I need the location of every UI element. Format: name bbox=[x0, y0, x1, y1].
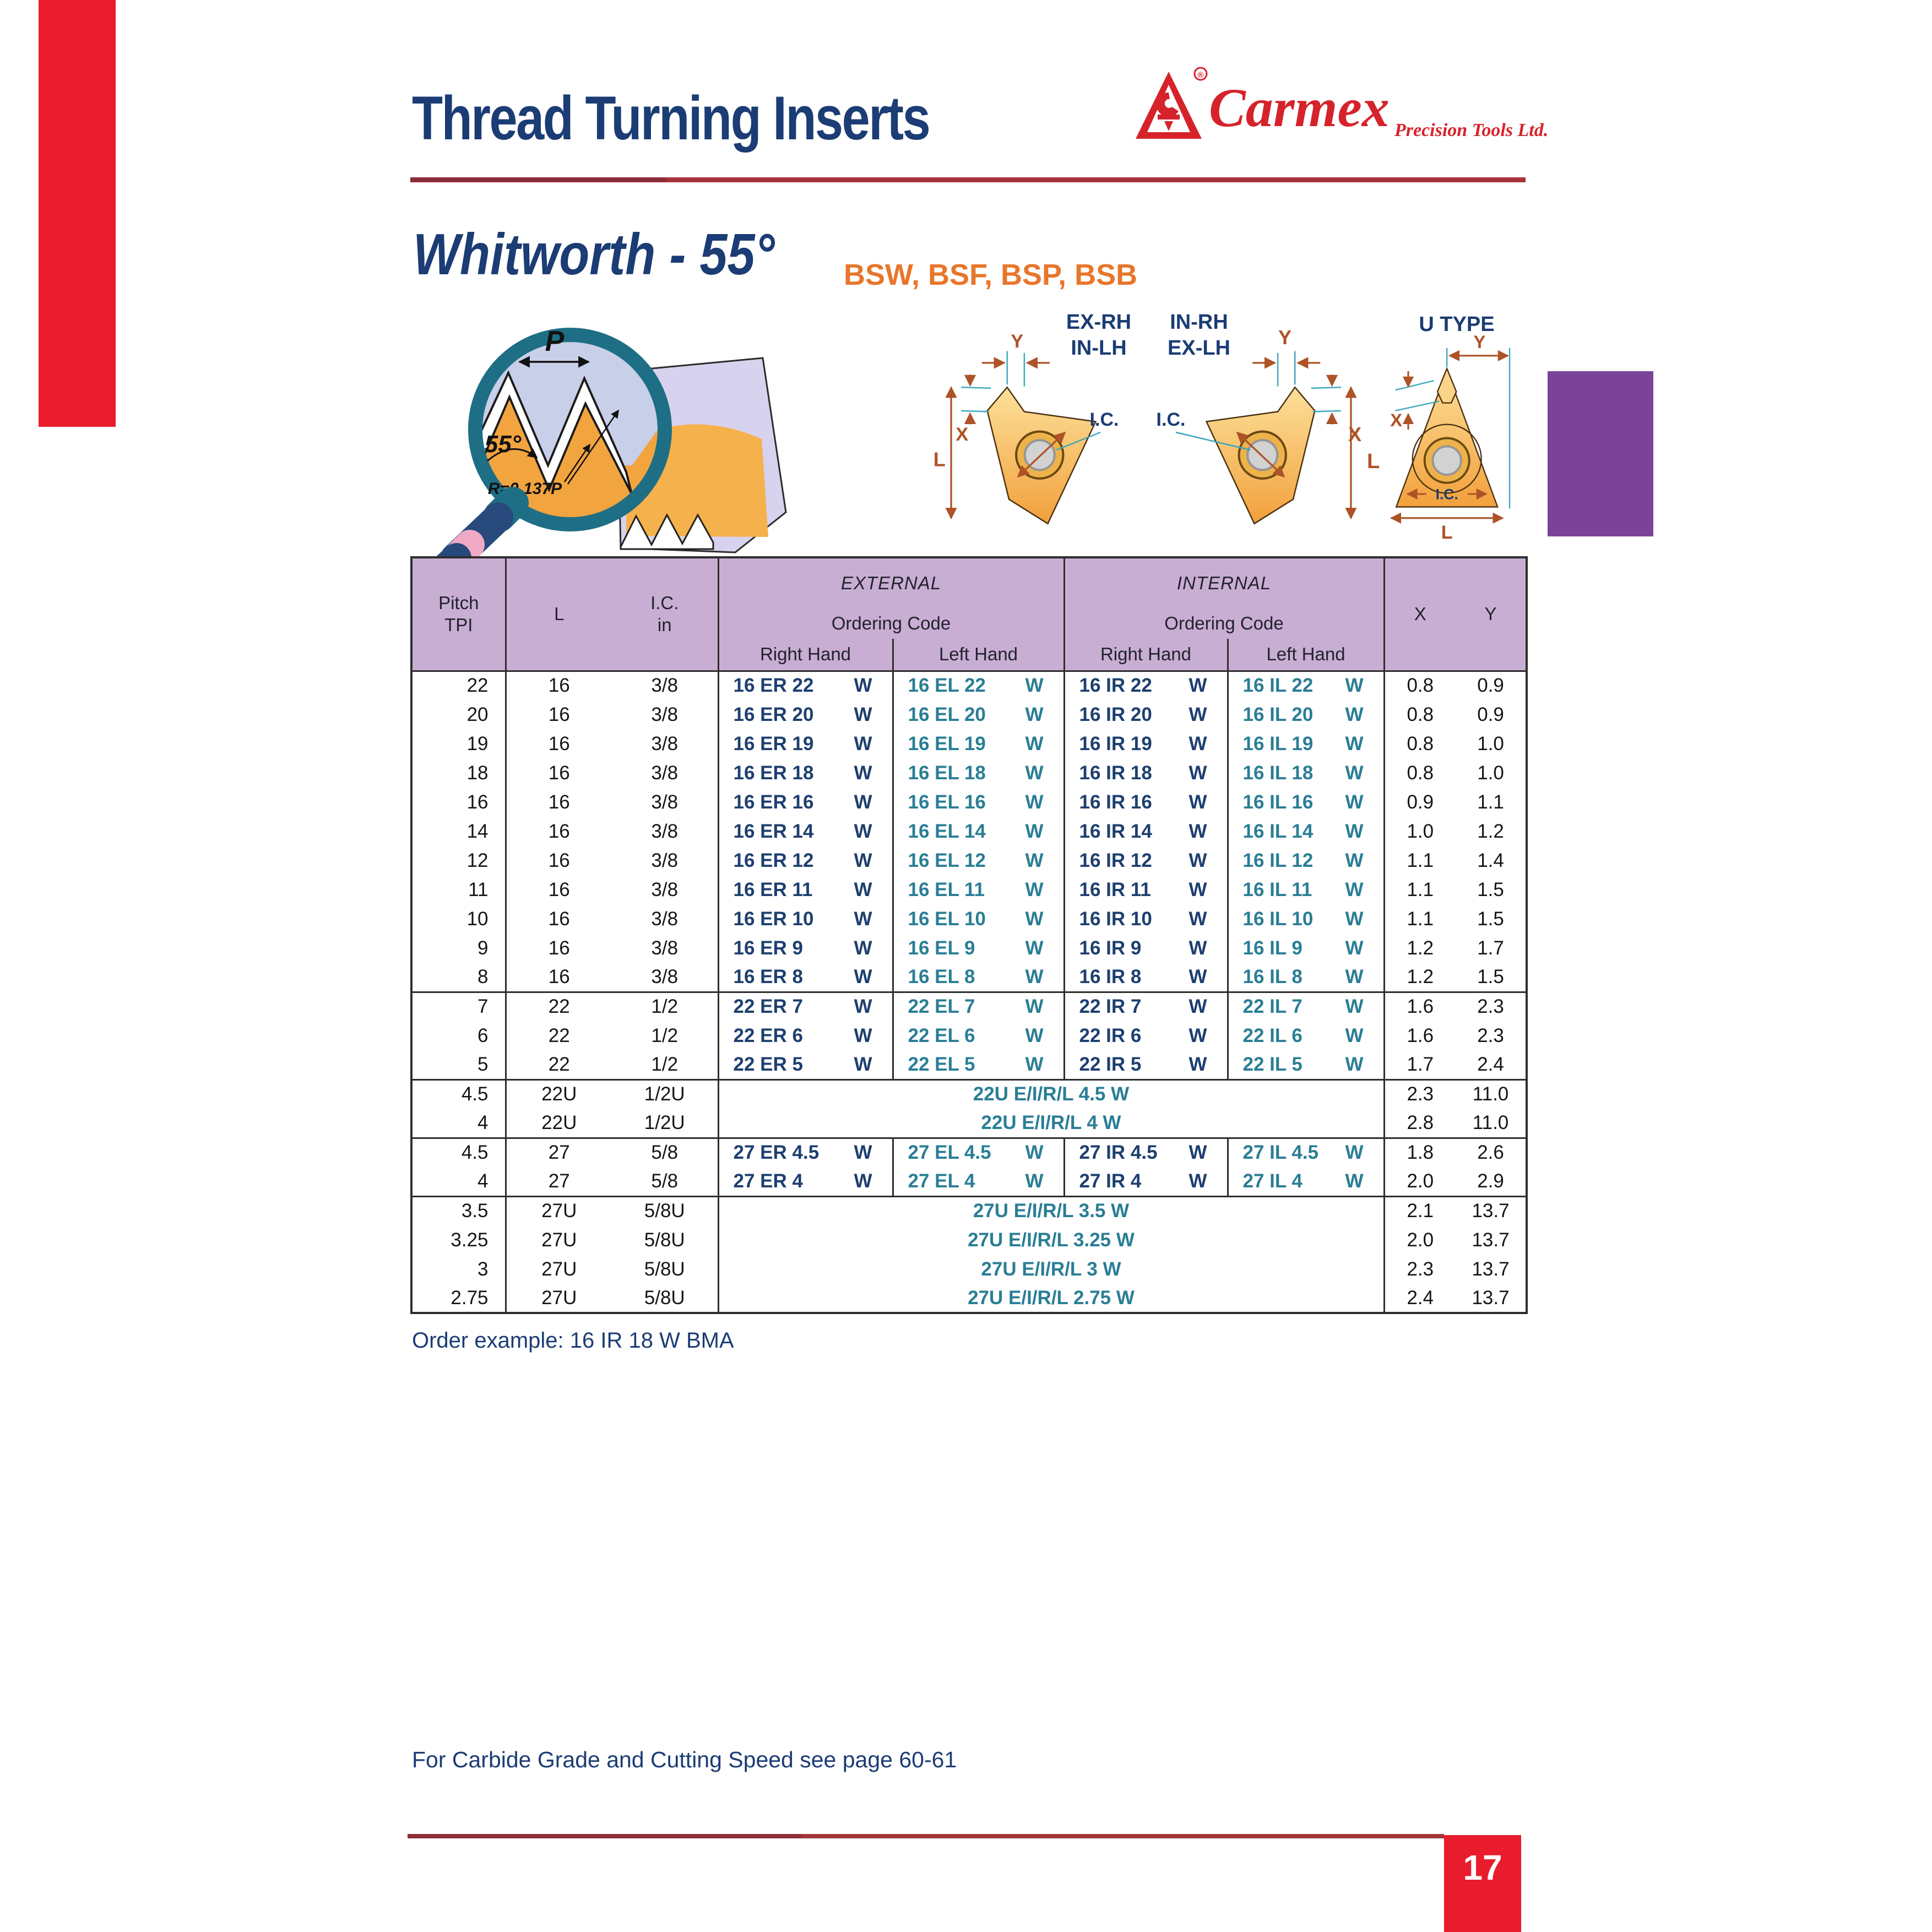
pitch-cell: 4.5 bbox=[411, 1079, 506, 1109]
pitch-cell: 4 bbox=[411, 1109, 506, 1138]
insert-u-type bbox=[1390, 332, 1510, 543]
y-cell: 2.3 bbox=[1456, 992, 1527, 1021]
y-cell: 1.0 bbox=[1456, 729, 1527, 758]
ic-cell: 1/2 bbox=[612, 1021, 718, 1050]
table-row bbox=[411, 758, 1527, 788]
x-cell: 0.8 bbox=[1384, 758, 1456, 788]
internal-lh-cell: 16 IL 16 W bbox=[1228, 788, 1384, 817]
table-row bbox=[411, 671, 1527, 700]
ic-cell: 1/2U bbox=[612, 1079, 718, 1109]
y-cell: 1.5 bbox=[1456, 904, 1527, 934]
x-cell: 1.7 bbox=[1384, 1050, 1456, 1079]
x-cell: 1.6 bbox=[1384, 1021, 1456, 1050]
merged-code-cell: 27U E/I/R/L 3 W bbox=[718, 1255, 1384, 1284]
l-cell: 27 bbox=[506, 1167, 612, 1196]
external-rh-cell: 22 ER 6 W bbox=[718, 1021, 893, 1050]
y-cell: 0.9 bbox=[1456, 671, 1527, 700]
internal-rh-cell: 16 IR 18 W bbox=[1064, 758, 1228, 788]
external-lh-cell: 22 EL 5 W bbox=[893, 1050, 1064, 1079]
svg-text:Y: Y bbox=[1011, 331, 1024, 352]
l-cell: 16 bbox=[506, 934, 612, 963]
y-cell: 2.9 bbox=[1456, 1167, 1527, 1196]
pitch-cell: 8 bbox=[411, 963, 506, 992]
pitch-cell: 16 bbox=[411, 788, 506, 817]
x-cell: 2.1 bbox=[1384, 1196, 1456, 1225]
svg-text:Y: Y bbox=[1473, 331, 1486, 352]
x-cell: 1.2 bbox=[1384, 963, 1456, 992]
page-number-box bbox=[1444, 1835, 1521, 1932]
pitch-cell: 3 bbox=[411, 1255, 506, 1284]
y-cell: 1.1 bbox=[1456, 788, 1527, 817]
spec-table bbox=[410, 556, 1528, 1314]
x-cell: 1.2 bbox=[1384, 934, 1456, 963]
internal-lh-cell: 27 IL 4.5 W bbox=[1228, 1138, 1384, 1167]
table-row bbox=[411, 1225, 1527, 1255]
header-right-hand-external: Right Hand bbox=[718, 639, 893, 671]
header-row bbox=[411, 557, 1527, 608]
internal-lh-cell: 16 IL 14 W bbox=[1228, 817, 1384, 846]
internal-rh-cell: 16 IR 16 W bbox=[1064, 788, 1228, 817]
ic-cell: 3/8 bbox=[612, 817, 718, 846]
header-ordering-code-external: Ordering Code bbox=[718, 608, 1064, 639]
ic-cell: 5/8U bbox=[612, 1225, 718, 1255]
l-cell: 22U bbox=[506, 1109, 612, 1138]
internal-lh-cell: 16 IL 22 W bbox=[1228, 671, 1384, 700]
external-rh-cell: 16 ER 18 W bbox=[718, 758, 893, 788]
ic-cell: 5/8 bbox=[612, 1167, 718, 1196]
header-external: EXTERNAL bbox=[718, 557, 1064, 608]
insert-label-in-rh: IN-RH EX-LH bbox=[1168, 311, 1230, 360]
x-cell: 2.0 bbox=[1384, 1225, 1456, 1255]
ic-cell: 1/2 bbox=[612, 1050, 718, 1079]
y-cell: 0.9 bbox=[1456, 700, 1527, 729]
footer-rule bbox=[408, 1834, 1444, 1838]
x-cell: 0.8 bbox=[1384, 671, 1456, 700]
external-lh-cell: 16 EL 18 W bbox=[893, 758, 1064, 788]
l-cell: 16 bbox=[506, 875, 612, 904]
internal-rh-cell: 16 IR 9 W bbox=[1064, 934, 1228, 963]
internal-lh-cell: 22 IL 7 W bbox=[1228, 992, 1384, 1021]
pitch-cell: 19 bbox=[411, 729, 506, 758]
x-cell: 1.6 bbox=[1384, 992, 1456, 1021]
external-rh-cell: 27 ER 4 W bbox=[718, 1167, 893, 1196]
y-cell: 1.4 bbox=[1456, 846, 1527, 875]
insert-diagrams bbox=[925, 300, 1548, 556]
internal-rh-cell: 22 IR 7 W bbox=[1064, 992, 1228, 1021]
header-right-hand-internal: Right Hand bbox=[1064, 639, 1228, 671]
pitch-cell: 6 bbox=[411, 1021, 506, 1050]
section-color-tab bbox=[1548, 371, 1653, 536]
header-pitch: Pitch TPI bbox=[411, 557, 506, 671]
pitch-cell: 12 bbox=[411, 846, 506, 875]
x-cell: 2.3 bbox=[1384, 1079, 1456, 1109]
pitch-cell: 10 bbox=[411, 904, 506, 934]
table-row bbox=[411, 1050, 1527, 1079]
internal-rh-cell: 16 IR 14 W bbox=[1064, 817, 1228, 846]
internal-rh-cell: 27 IR 4 W bbox=[1064, 1167, 1228, 1196]
l-cell: 16 bbox=[506, 671, 612, 700]
external-rh-cell: 16 ER 20 W bbox=[718, 700, 893, 729]
l-cell: 16 bbox=[506, 758, 612, 788]
ic-cell: 5/8U bbox=[612, 1255, 718, 1284]
table-row bbox=[411, 1138, 1527, 1167]
external-lh-cell: 22 EL 6 W bbox=[893, 1021, 1064, 1050]
pitch-cell: 4 bbox=[411, 1167, 506, 1196]
pitch-cell: 5 bbox=[411, 1050, 506, 1079]
external-rh-cell: 16 ER 16 W bbox=[718, 788, 893, 817]
header-ic: I.C. in bbox=[612, 557, 718, 671]
pitch-cell: 3.25 bbox=[411, 1225, 506, 1255]
external-rh-cell: 16 ER 8 W bbox=[718, 963, 893, 992]
external-rh-cell: 27 ER 4.5 W bbox=[718, 1138, 893, 1167]
ic-cell: 3/8 bbox=[612, 729, 718, 758]
header-left-hand-external: Left Hand bbox=[893, 639, 1064, 671]
svg-text:X: X bbox=[1348, 423, 1362, 446]
internal-rh-cell: 16 IR 10 W bbox=[1064, 904, 1228, 934]
merged-code-cell: 27U E/I/R/L 3.5 W bbox=[718, 1196, 1384, 1225]
header-internal: INTERNAL bbox=[1064, 557, 1384, 608]
internal-lh-cell: 16 IL 11 W bbox=[1228, 875, 1384, 904]
carbide-note: For Carbide Grade and Cutting Speed see page 60-61 bbox=[412, 1747, 957, 1772]
svg-text:Y: Y bbox=[1278, 326, 1292, 349]
insert-in-rh bbox=[1207, 351, 1351, 524]
l-cell: 27U bbox=[506, 1225, 612, 1255]
svg-text:X: X bbox=[956, 424, 969, 445]
external-lh-cell: 27 EL 4 W bbox=[893, 1167, 1064, 1196]
l-cell: 16 bbox=[506, 846, 612, 875]
y-cell: 1.5 bbox=[1456, 875, 1527, 904]
internal-lh-cell: 16 IL 20 W bbox=[1228, 700, 1384, 729]
table-row bbox=[411, 904, 1527, 934]
internal-rh-cell: 16 IR 11 W bbox=[1064, 875, 1228, 904]
header-ordering-code-internal: Ordering Code bbox=[1064, 608, 1384, 639]
header-y: Y bbox=[1456, 557, 1527, 671]
external-rh-cell: 16 ER 14 W bbox=[718, 817, 893, 846]
external-lh-cell: 16 EL 10 W bbox=[893, 904, 1064, 934]
x-cell: 1.8 bbox=[1384, 1138, 1456, 1167]
page-number: 17 bbox=[1463, 1848, 1502, 1887]
internal-lh-cell: 16 IL 8 W bbox=[1228, 963, 1384, 992]
l-cell: 16 bbox=[506, 963, 612, 992]
l-cell: 16 bbox=[506, 904, 612, 934]
x-cell: 2.8 bbox=[1384, 1109, 1456, 1138]
pitch-cell: 7 bbox=[411, 992, 506, 1021]
internal-lh-cell: 16 IL 9 W bbox=[1228, 934, 1384, 963]
y-cell: 1.2 bbox=[1456, 817, 1527, 846]
y-cell: 11.0 bbox=[1456, 1079, 1527, 1109]
ic-cell: 3/8 bbox=[612, 758, 718, 788]
table-row bbox=[411, 963, 1527, 992]
external-rh-cell: 16 ER 22 W bbox=[718, 671, 893, 700]
external-rh-cell: 16 ER 9 W bbox=[718, 934, 893, 963]
internal-lh-cell: 16 IL 10 W bbox=[1228, 904, 1384, 934]
radius-label: R=0.137P bbox=[487, 480, 562, 498]
table-row bbox=[411, 1021, 1527, 1050]
l-cell: 16 bbox=[506, 788, 612, 817]
external-lh-cell: 16 EL 12 W bbox=[893, 846, 1064, 875]
table-row bbox=[411, 700, 1527, 729]
table-row bbox=[411, 1109, 1527, 1138]
table-row bbox=[411, 992, 1527, 1021]
svg-text:L: L bbox=[1441, 522, 1453, 544]
x-cell: 2.0 bbox=[1384, 1167, 1456, 1196]
page-edge-tab bbox=[39, 0, 116, 427]
y-cell: 13.7 bbox=[1456, 1255, 1527, 1284]
external-lh-cell: 16 EL 11 W bbox=[893, 875, 1064, 904]
table-row bbox=[411, 817, 1527, 846]
l-cell: 27U bbox=[506, 1196, 612, 1225]
x-cell: 1.0 bbox=[1384, 817, 1456, 846]
ic-cell: 3/8 bbox=[612, 846, 718, 875]
angle-label: 55° bbox=[484, 431, 522, 458]
pitch-cell: 9 bbox=[411, 934, 506, 963]
page-title: Thread Turning Inserts bbox=[412, 84, 930, 153]
thread-profile-illustration bbox=[405, 300, 796, 576]
header-x: X bbox=[1384, 557, 1456, 671]
merged-code-cell: 22U E/I/R/L 4 W bbox=[718, 1109, 1384, 1138]
ic-cell: 3/8 bbox=[612, 934, 718, 963]
l-cell: 22 bbox=[506, 992, 612, 1021]
l-cell: 16 bbox=[506, 817, 612, 846]
table-row bbox=[411, 1196, 1527, 1225]
internal-rh-cell: 16 IR 19 W bbox=[1064, 729, 1228, 758]
l-cell: 27U bbox=[506, 1255, 612, 1284]
x-cell: 1.1 bbox=[1384, 904, 1456, 934]
y-cell: 13.7 bbox=[1456, 1225, 1527, 1255]
ic-cell: 3/8 bbox=[612, 904, 718, 934]
merged-code-cell: 27U E/I/R/L 3.25 W bbox=[718, 1225, 1384, 1255]
ic-cell: 5/8U bbox=[612, 1284, 718, 1313]
title-rule bbox=[410, 177, 1526, 182]
internal-lh-cell: 22 IL 5 W bbox=[1228, 1050, 1384, 1079]
svg-text:L: L bbox=[1367, 450, 1380, 473]
internal-lh-cell: 27 IL 4 W bbox=[1228, 1167, 1384, 1196]
y-cell: 11.0 bbox=[1456, 1109, 1527, 1138]
external-rh-cell: 22 ER 7 W bbox=[718, 992, 893, 1021]
pitch-cell: 4.5 bbox=[411, 1138, 506, 1167]
x-cell: 2.3 bbox=[1384, 1255, 1456, 1284]
internal-rh-cell: 16 IR 20 W bbox=[1064, 700, 1228, 729]
carmex-logo-icon bbox=[1133, 66, 1208, 149]
ic-cell: 1/2 bbox=[612, 992, 718, 1021]
pitch-cell: 2.75 bbox=[411, 1284, 506, 1313]
insert-ex-rh bbox=[934, 331, 1096, 524]
internal-rh-cell: 16 IR 22 W bbox=[1064, 671, 1228, 700]
pitch-cell: 22 bbox=[411, 671, 506, 700]
pitch-cell: 18 bbox=[411, 758, 506, 788]
y-cell: 13.7 bbox=[1456, 1196, 1527, 1225]
pitch-cell: 14 bbox=[411, 817, 506, 846]
internal-lh-cell: 16 IL 19 W bbox=[1228, 729, 1384, 758]
registered-mark: ® bbox=[1197, 70, 1204, 80]
section-title: Whitworth - 55° bbox=[413, 222, 775, 287]
pitch-label: P bbox=[545, 325, 565, 357]
ic-cell: 3/8 bbox=[612, 700, 718, 729]
ic-cell: 3/8 bbox=[612, 875, 718, 904]
ic-cell: 5/8U bbox=[612, 1196, 718, 1225]
external-lh-cell: 16 EL 8 W bbox=[893, 963, 1064, 992]
ic-cell: 3/8 bbox=[612, 963, 718, 992]
external-lh-cell: 22 EL 7 W bbox=[893, 992, 1064, 1021]
internal-lh-cell: 16 IL 12 W bbox=[1228, 846, 1384, 875]
l-cell: 27U bbox=[506, 1284, 612, 1313]
y-cell: 1.0 bbox=[1456, 758, 1527, 788]
merged-code-cell: 22U E/I/R/L 4.5 W bbox=[718, 1079, 1384, 1109]
external-lh-cell: 16 EL 20 W bbox=[893, 700, 1064, 729]
internal-rh-cell: 16 IR 8 W bbox=[1064, 963, 1228, 992]
table-row bbox=[411, 1167, 1527, 1196]
y-cell: 2.4 bbox=[1456, 1050, 1527, 1079]
merged-code-cell: 27U E/I/R/L 2.75 W bbox=[718, 1284, 1384, 1313]
internal-rh-cell: 16 IR 12 W bbox=[1064, 846, 1228, 875]
header-l: L bbox=[506, 557, 612, 671]
x-cell: 1.1 bbox=[1384, 846, 1456, 875]
y-cell: 2.3 bbox=[1456, 1021, 1527, 1050]
external-rh-cell: 16 ER 12 W bbox=[718, 846, 893, 875]
internal-rh-cell: 27 IR 4.5 W bbox=[1064, 1138, 1228, 1167]
ic-cell: 3/8 bbox=[612, 788, 718, 817]
external-lh-cell: 16 EL 9 W bbox=[893, 934, 1064, 963]
l-cell: 22U bbox=[506, 1079, 612, 1109]
table-row bbox=[411, 1079, 1527, 1109]
thread-standards: BSW, BSF, BSP, BSB bbox=[844, 258, 1138, 291]
external-rh-cell: 16 ER 10 W bbox=[718, 904, 893, 934]
x-cell: 0.8 bbox=[1384, 729, 1456, 758]
external-rh-cell: 16 ER 19 W bbox=[718, 729, 893, 758]
svg-text:I.C.: I.C. bbox=[1435, 486, 1458, 503]
table-row bbox=[411, 1284, 1527, 1313]
y-cell: 2.6 bbox=[1456, 1138, 1527, 1167]
table-row bbox=[411, 875, 1527, 904]
insert-label-u-type: U TYPE bbox=[1419, 313, 1495, 336]
x-cell: 1.1 bbox=[1384, 875, 1456, 904]
x-cell: 0.9 bbox=[1384, 788, 1456, 817]
order-example: Order example: 16 IR 18 W BMA bbox=[412, 1328, 734, 1353]
external-lh-cell: 16 EL 16 W bbox=[893, 788, 1064, 817]
table-row bbox=[411, 934, 1527, 963]
table-row bbox=[411, 729, 1527, 758]
table-row bbox=[411, 1255, 1527, 1284]
external-lh-cell: 16 EL 19 W bbox=[893, 729, 1064, 758]
ic-cell: 3/8 bbox=[612, 671, 718, 700]
internal-rh-cell: 22 IR 5 W bbox=[1064, 1050, 1228, 1079]
l-cell: 16 bbox=[506, 729, 612, 758]
y-cell: 13.7 bbox=[1456, 1284, 1527, 1313]
l-cell: 22 bbox=[506, 1021, 612, 1050]
internal-lh-cell: 22 IL 6 W bbox=[1228, 1021, 1384, 1050]
external-rh-cell: 16 ER 11 W bbox=[718, 875, 893, 904]
insert-label-ex-rh: EX-RH IN-LH bbox=[1066, 311, 1132, 360]
l-cell: 16 bbox=[506, 700, 612, 729]
ic-cell: 5/8 bbox=[612, 1138, 718, 1167]
x-cell: 2.4 bbox=[1384, 1284, 1456, 1313]
brand-tagline: Precision Tools Ltd. bbox=[1394, 120, 1549, 140]
x-cell: 0.8 bbox=[1384, 700, 1456, 729]
external-lh-cell: 16 EL 22 W bbox=[893, 671, 1064, 700]
l-cell: 22 bbox=[506, 1050, 612, 1079]
pitch-cell: 11 bbox=[411, 875, 506, 904]
svg-text:I.C.: I.C. bbox=[1089, 409, 1119, 430]
brand-name: Carmex bbox=[1209, 77, 1390, 138]
y-cell: 1.5 bbox=[1456, 963, 1527, 992]
ic-cell: 1/2U bbox=[612, 1109, 718, 1138]
external-lh-cell: 27 EL 4.5 W bbox=[893, 1138, 1064, 1167]
y-cell: 1.7 bbox=[1456, 934, 1527, 963]
internal-lh-cell: 16 IL 18 W bbox=[1228, 758, 1384, 788]
l-cell: 27 bbox=[506, 1138, 612, 1167]
pitch-cell: 20 bbox=[411, 700, 506, 729]
external-lh-cell: 16 EL 14 W bbox=[893, 817, 1064, 846]
table-row bbox=[411, 846, 1527, 875]
internal-rh-cell: 22 IR 6 W bbox=[1064, 1021, 1228, 1050]
table-row bbox=[411, 788, 1527, 817]
svg-text:L: L bbox=[933, 448, 946, 471]
header-left-hand-internal: Left Hand bbox=[1228, 639, 1384, 671]
svg-text:X: X bbox=[1390, 409, 1403, 430]
pitch-cell: 3.5 bbox=[411, 1196, 506, 1225]
svg-text:I.C.: I.C. bbox=[1156, 409, 1186, 430]
external-rh-cell: 22 ER 5 W bbox=[718, 1050, 893, 1079]
